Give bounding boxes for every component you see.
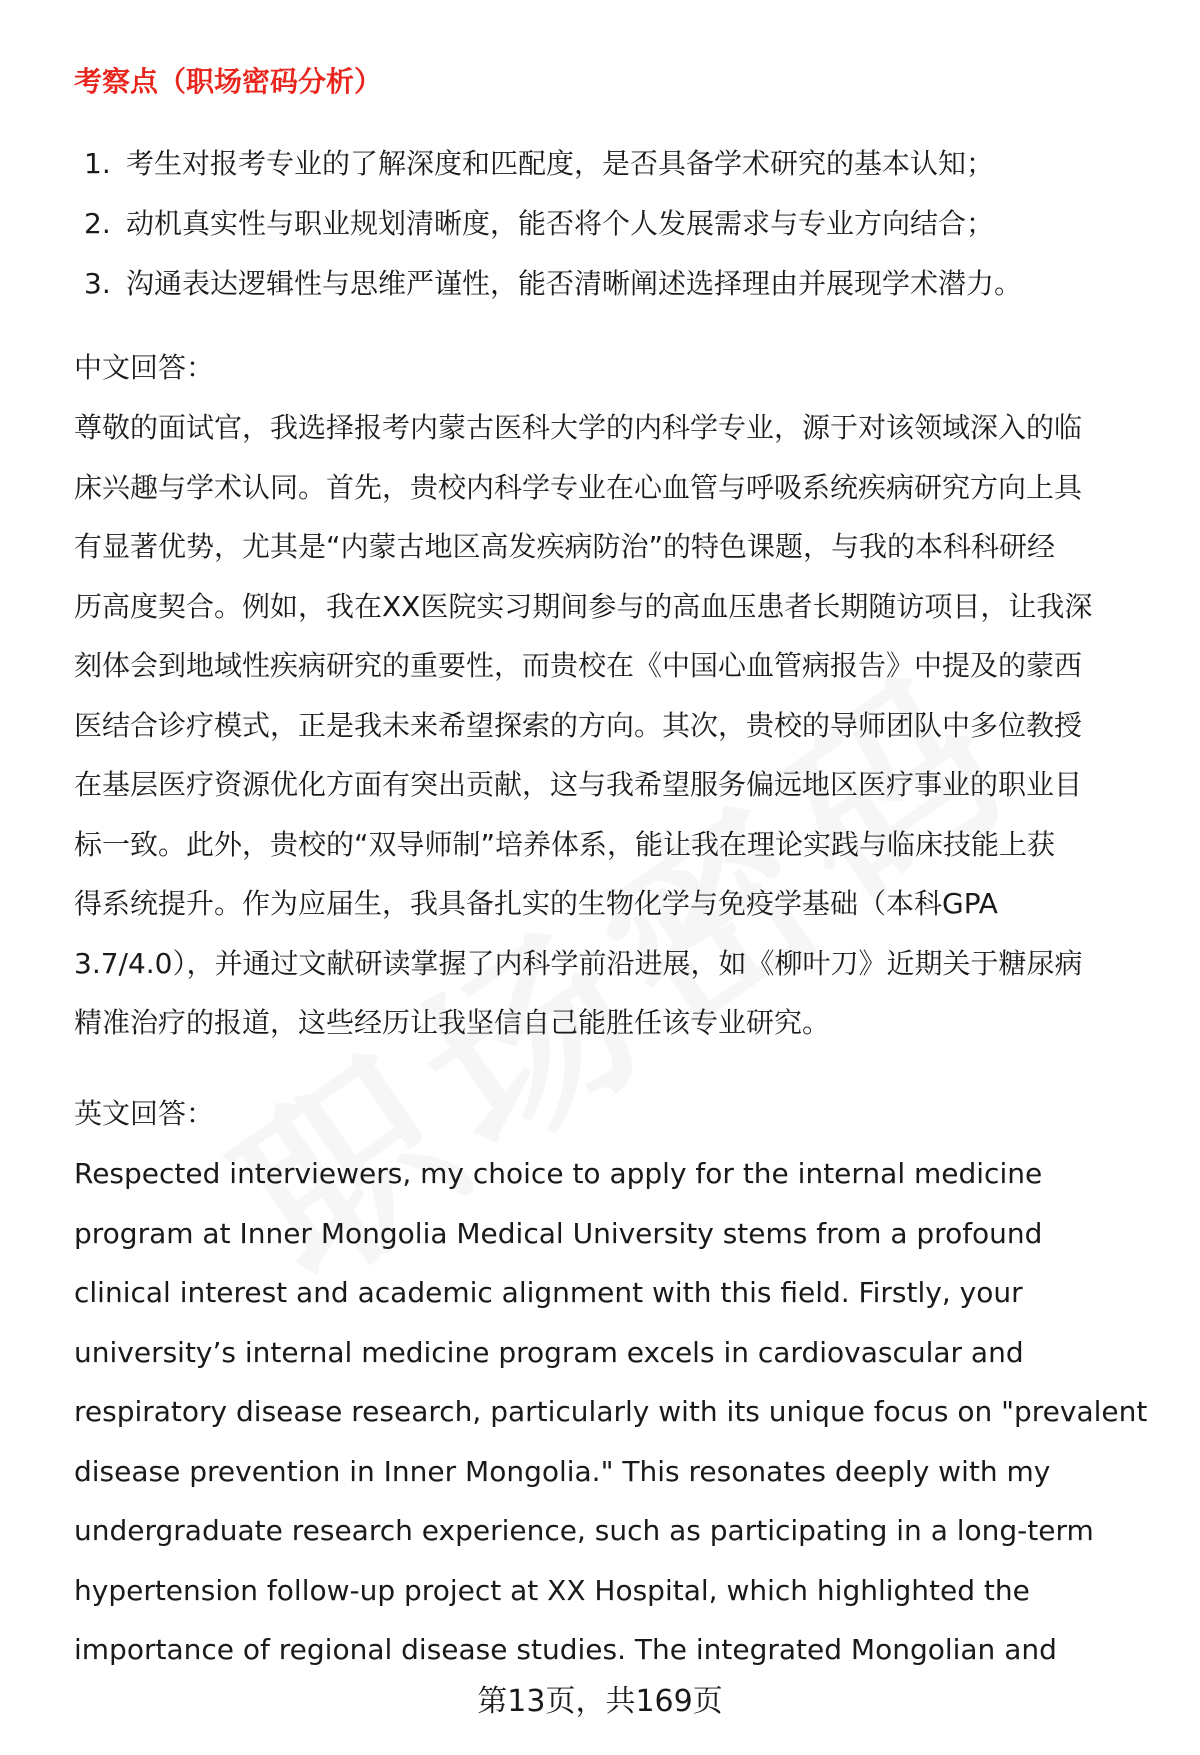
paragraph-line: program at Inner Mongolia Medical University stems from a profound [74, 1216, 1043, 1250]
list-text: 考生对报考专业的了解深度和匹配度，是否具备学术研究的基本认知； [126, 147, 995, 180]
paragraph-line: undergraduate research experience, such as participating in a long-term [74, 1514, 1094, 1547]
chinese-answer-label: 中文回答： [74, 351, 215, 384]
chinese-answer-paragraph [74, 398, 1164, 1053]
page-number-footer: 第13页，共169页 [477, 1684, 723, 1719]
paragraph-line: hypertension follow-up project at XX Hospital, which highlighted the [74, 1573, 1030, 1607]
paragraph-line: 在基层医疗资源优化方面有突出贡献，这与我希望服务偏远地区医疗事业的职业目 [74, 768, 1083, 801]
list-number: 2. [84, 207, 111, 240]
paragraph-line: 刻体会到地域性疾病研究的重要性，而贵校在《中国心血管病报告》中提及的蒙西 [74, 649, 1083, 682]
english-answer-label: 英文回答： [74, 1097, 215, 1130]
paragraph-line: respiratory disease research, particularly with its unique focus on "prevalent [74, 1395, 1148, 1428]
paragraph-line: university’s internal medicine program excels in cardiovascular and [74, 1335, 1024, 1369]
list-number: 1. [84, 147, 111, 180]
list-text: 动机真实性与职业规划清晰度，能否将个人发展需求与专业方向结合； [126, 207, 995, 240]
paragraph-line: 尊敬的面试官，我选择报考内蒙古医科大学的内科学专业，源于对该领域深入的临 [74, 411, 1083, 444]
list-item [84, 194, 1144, 254]
paragraph-line: 得系统提升。作为应届生，我具备扎实的生物化学与免疫学基础（本科GPA [74, 887, 998, 920]
english-answer-paragraph [74, 1144, 1164, 1680]
section-title: 考察点（职场密码分析） [74, 65, 383, 98]
paragraph-line: importance of regional disease studies. The integrated Mongolian and [74, 1633, 1057, 1666]
paragraph-line: 标一致。此外，贵校的“双导师制”培养体系，能让我在理论实践与临床技能上获 [74, 827, 1056, 861]
list-item [84, 254, 1144, 314]
paragraph-line: 3.7/4.0），并通过文献研读掌握了内科学前沿进展，如《柳叶刀》近期关于糖尿病 [74, 946, 1083, 980]
list-number: 3. [84, 267, 111, 300]
assessment-points-list [84, 134, 1144, 314]
paragraph-line: Respected interviewers, my choice to apply for the internal medicine [74, 1157, 1043, 1190]
paragraph-line: 历高度契合。例如，我在XX医院实习期间参与的高血压患者长期随访项目，让我深 [74, 589, 1093, 623]
paragraph-line: disease prevention in Inner Mongolia." This resonates deeply with my [74, 1454, 1051, 1488]
paragraph-line: clinical interest and academic alignment with this field. Firstly, your [74, 1276, 1023, 1309]
list-item [84, 134, 1144, 194]
paragraph-line: 精准治疗的报道，这些经历让我坚信自己能胜任该专业研究。 [74, 1006, 831, 1039]
paragraph-line: 床兴趣与学术认同。首先，贵校内科学专业在心血管与呼吸系统疾病研究方向上具 [74, 470, 1083, 504]
list-text: 沟通表达逻辑性与思维严谨性，能否清晰阐述选择理由并展现学术潜力。 [126, 267, 1023, 300]
paragraph-line: 有显著优势，尤其是“内蒙古地区高发疾病防治”的特色课题，与我的本科科研经 [74, 530, 1056, 563]
paragraph-line: 医结合诊疗模式，正是我未来希望探索的方向。其次，贵校的导师团队中多位教授 [74, 708, 1083, 742]
